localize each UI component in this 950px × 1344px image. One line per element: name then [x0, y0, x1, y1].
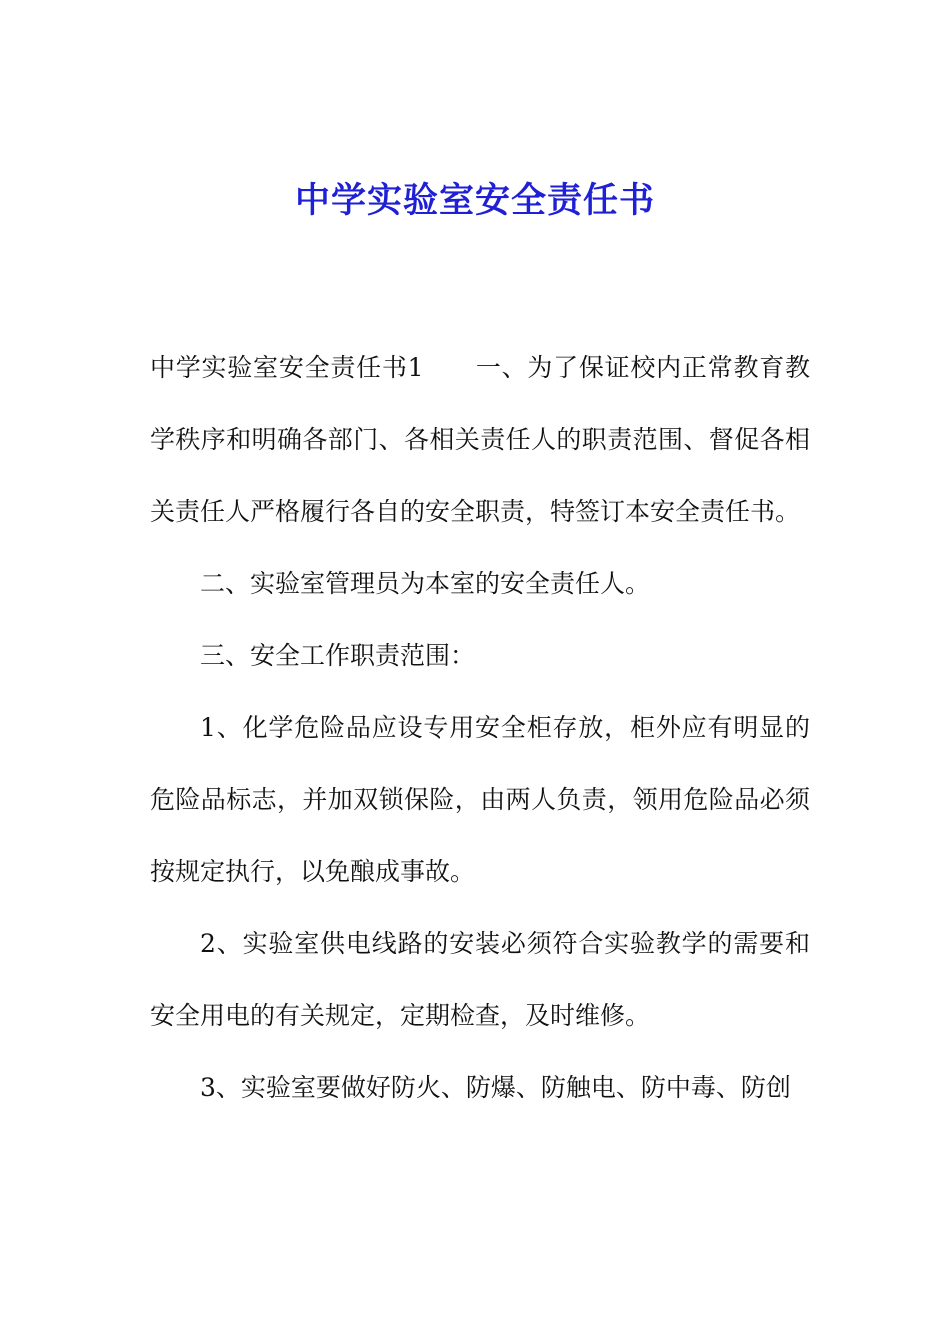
document-title: 中学实验室安全责任书 [294, 180, 655, 221]
paragraph-responsible-person: 二、实验室管理员为本室的安全责任人。 [200, 569, 651, 598]
paragraph-item-2: 2、实验室供电线路的安装必须符合实验教学的需要和安全用电的有关规定，定期检查，及时维修。 [150, 929, 810, 1030]
document-body [150, 332, 810, 1124]
paragraph-scope-heading: 三、安全工作职责范围： [200, 641, 476, 670]
paragraph-intro: 中学实验室安全责任书1 一、为了保证校内正常教育教学秩序和明确各部门、各相关责任人的职责范围、督促各相关责任人严格履行各自的安全职责，特签订本安全责任书。 [150, 353, 810, 526]
paragraph-item-1: 1、化学危险品应设专用安全柜存放，柜外应有明显的危险品标志，并加双锁保险，由两人负责，领用危险品必须按规定执行，以免酿成事故。 [150, 713, 810, 886]
paragraph-item-3: 3、实验室要做好防火、防爆、防触电、防中毒、防创 [200, 1073, 791, 1102]
